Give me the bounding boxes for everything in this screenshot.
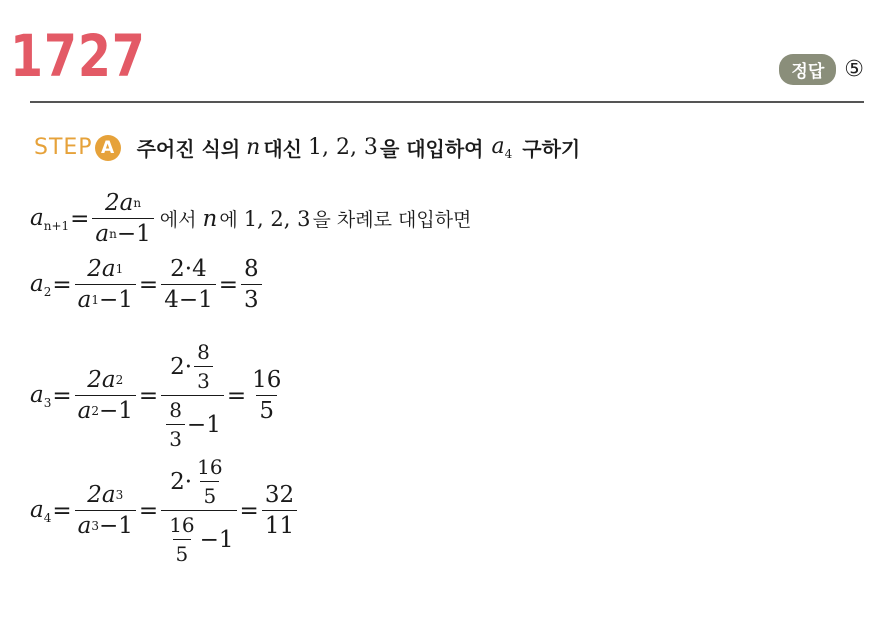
a4-line [30, 455, 299, 566]
equals-sign: = [226, 382, 247, 409]
var-n: n [202, 205, 218, 232]
text-e: 에 [219, 209, 238, 231]
a4-inner-num-frac: $\frac{16}{5}$ [197, 455, 223, 508]
step-letter-badge: A [95, 135, 121, 161]
equals-sign: = [239, 497, 259, 524]
answer-badge: 정답 [779, 54, 836, 85]
recurrence-fraction: 2a n a n −1 [92, 190, 153, 247]
step-a4: $a_4$ [491, 134, 513, 161]
step-label: STEP [34, 135, 93, 160]
a3-fraction-1: 2a 2 a 2 −1 [75, 367, 136, 424]
a2-fraction-2: $\frac{2\cdot 4}{4-1}$ [161, 256, 216, 313]
equals-sign: = [52, 382, 72, 409]
lhs-a3: $a_3$ [30, 381, 52, 410]
a4-complex-fraction: 2· $\frac{16}{5}$ $\frac{16}{5}$ −1 [161, 455, 236, 566]
equals-sign: = [218, 271, 239, 298]
equals-sign: = [138, 497, 159, 524]
a2-fraction-1: 2a 1 a 1 −1 [75, 256, 136, 313]
a4-fraction-1: 2a 3 a 3 −1 [75, 482, 136, 539]
step-text-4: 구하기 [522, 137, 581, 161]
a4-result: $\frac{32}{11}$ [262, 482, 297, 539]
a3-inner-den-frac: $\frac{8}{3}$ [166, 398, 185, 451]
equals-sign: = [138, 271, 159, 298]
sub-values: 1, 2, 3 [243, 206, 311, 231]
a2-result: $\frac{8}{3}$ [241, 256, 262, 313]
lhs-a2: $a_2$ [30, 270, 52, 299]
a4-inner-den-frac: $\frac{16}{5}$ [169, 513, 195, 566]
answer-area [779, 54, 864, 85]
step-var-n: n [246, 135, 261, 160]
a3-result: $\frac{16}{5}$ [252, 367, 282, 424]
problem-number: 1727 [10, 22, 146, 90]
step-heading [34, 133, 580, 162]
equals-sign: = [52, 271, 72, 298]
step-text-3: 을 대입하여 [379, 137, 484, 161]
a2-line [30, 256, 264, 313]
answer-value: ⑤ [844, 57, 864, 82]
recurrence-line [30, 190, 471, 247]
header-divider [30, 101, 864, 103]
equals-sign: = [138, 382, 159, 409]
text-substitute: 을 차례로 대입하면 [312, 209, 472, 231]
lhs-a-n-plus-1: $a_{n+1}$ [30, 204, 70, 233]
a3-inner-num-frac: $\frac{8}{3}$ [194, 340, 213, 393]
text-eseo: 에서 [159, 209, 197, 231]
a3-complex-fraction: 2· $\frac{8}{3}$ $\frac{8}{3}$ −1 [161, 340, 224, 451]
lhs-a4: $a_4$ [30, 496, 52, 525]
equals-sign: = [52, 497, 72, 524]
step-text-2: 대신 [263, 137, 302, 161]
a3-line [30, 340, 286, 451]
step-text-1: 주어진 식의 [136, 137, 241, 161]
equals-sign: = [70, 205, 90, 232]
step-values: 1, 2, 3 [307, 135, 378, 160]
